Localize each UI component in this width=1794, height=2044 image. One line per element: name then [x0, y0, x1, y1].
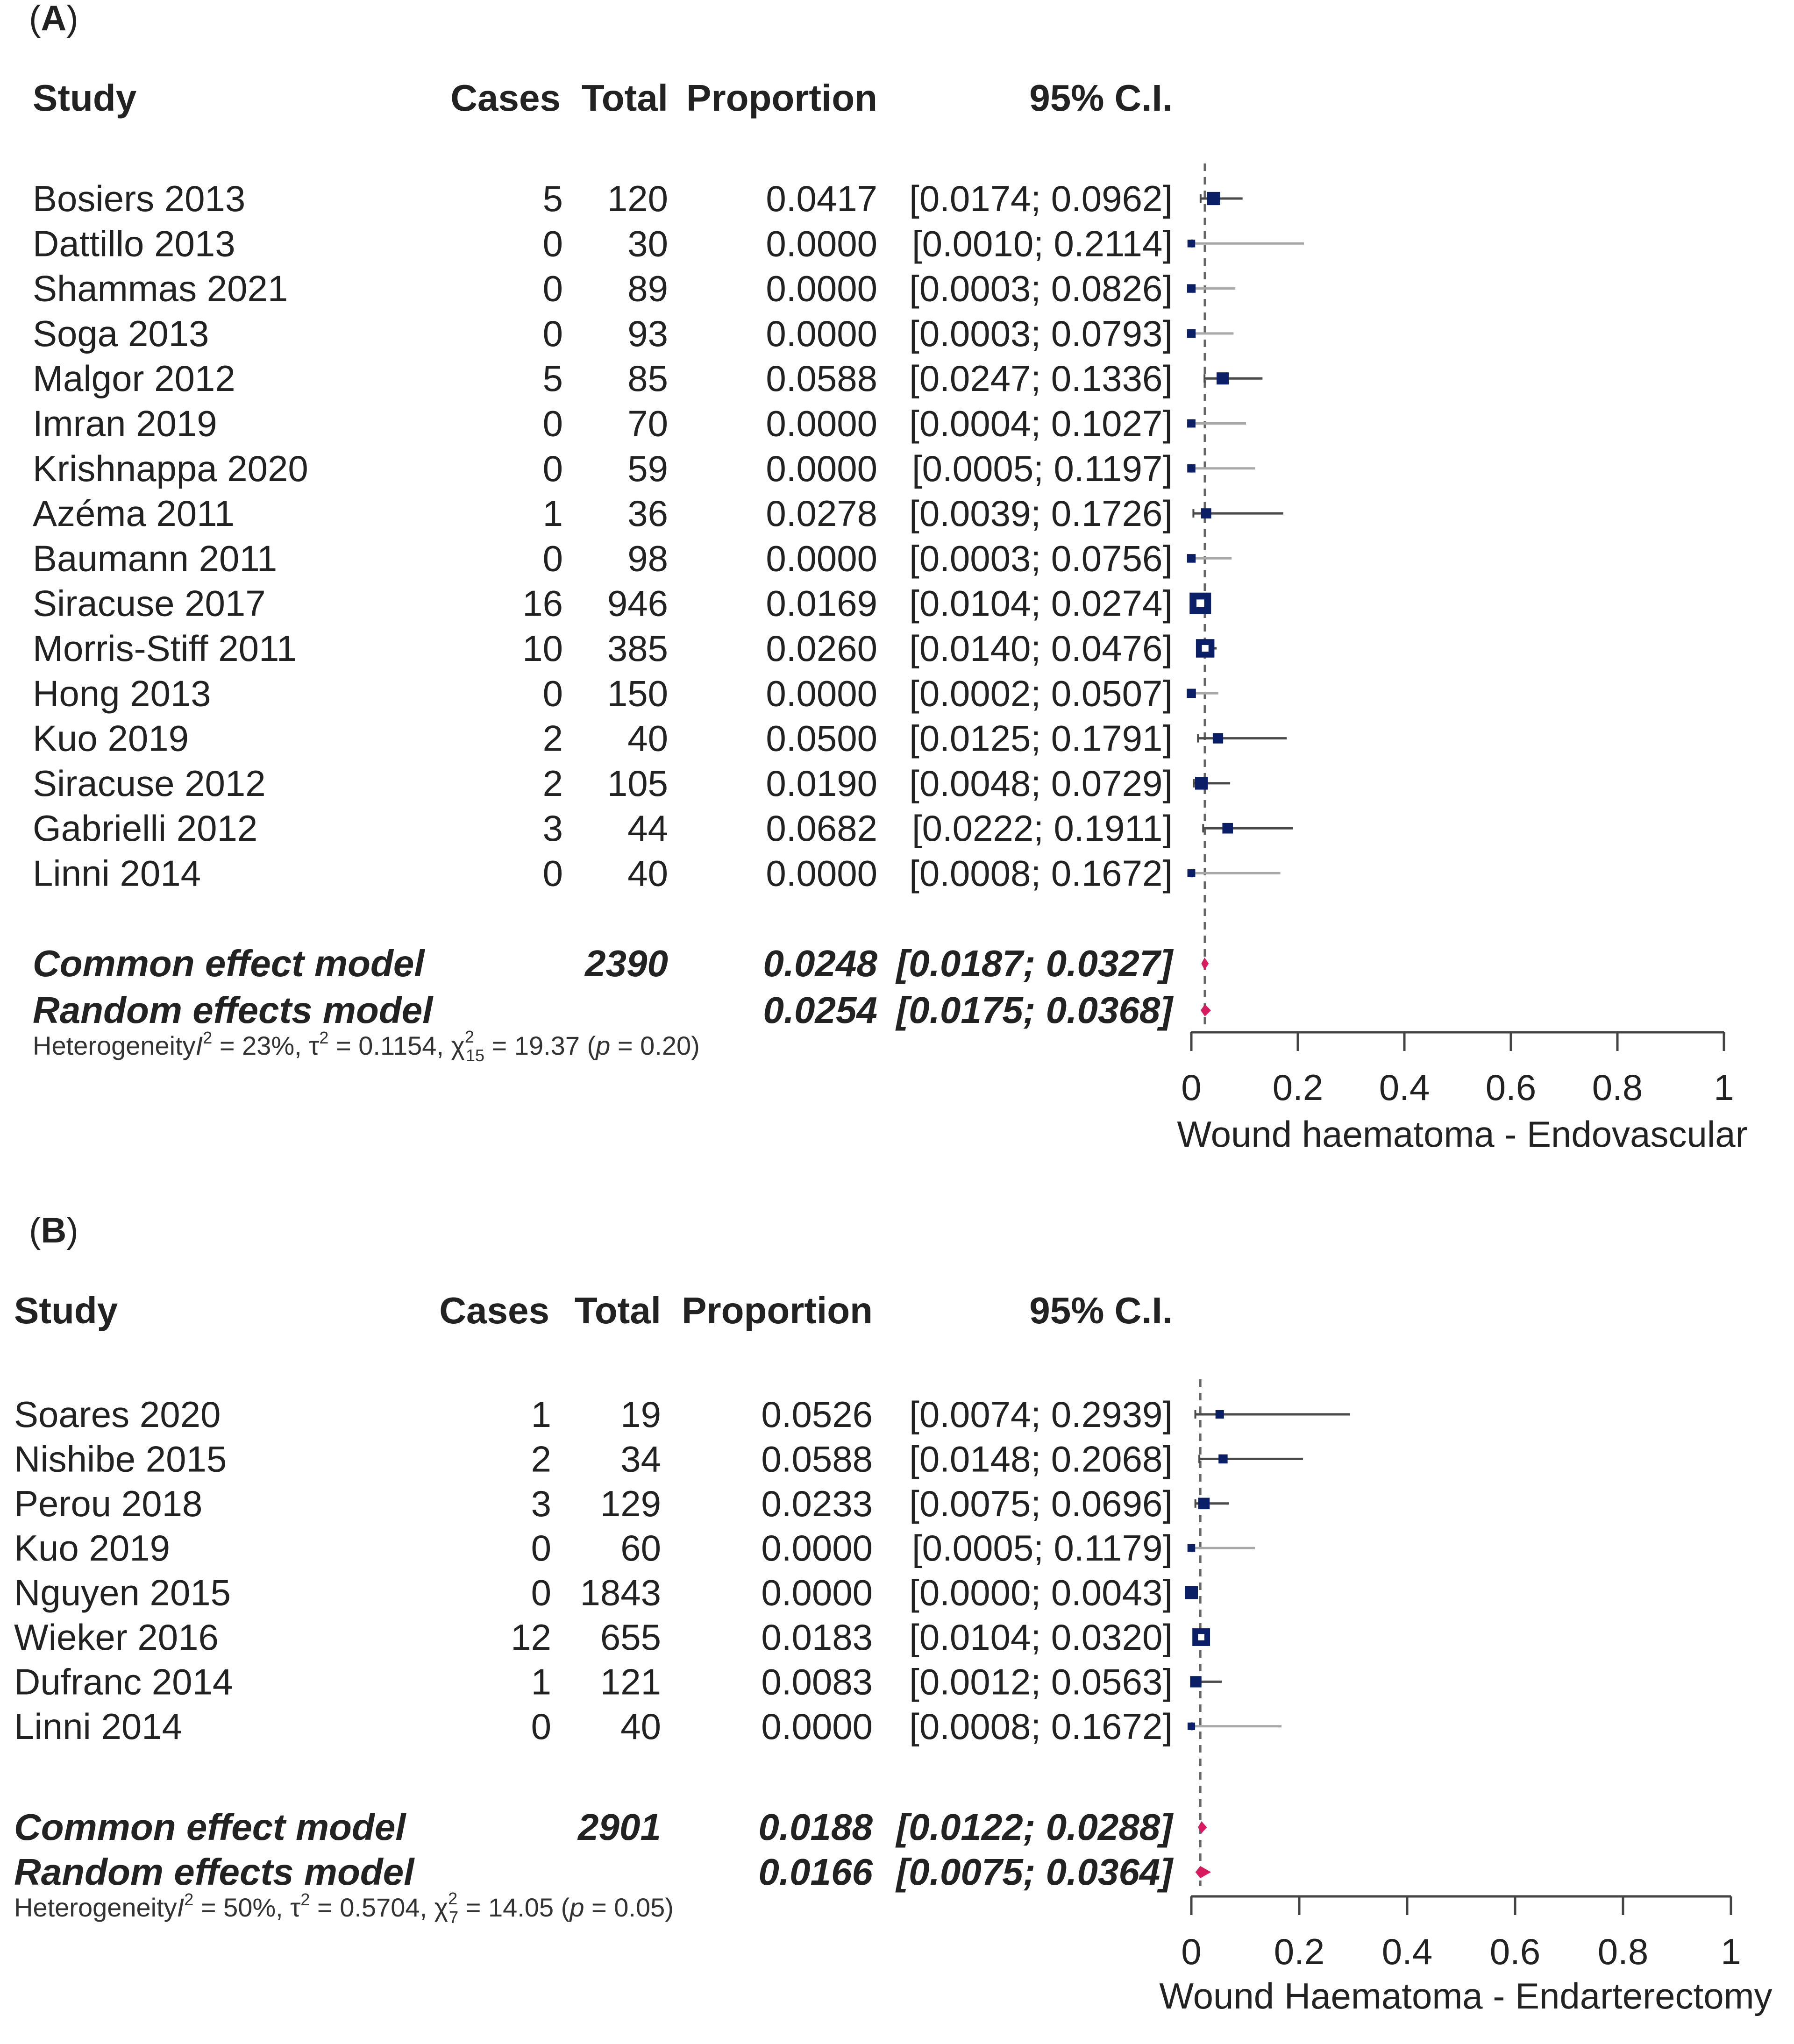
x-axis-label: Wound Haematoma - Endarterectomy: [1159, 1975, 1773, 2016]
study-ci: [0.0000; 0.0043]: [909, 1572, 1173, 1613]
study-ci: [0.0140; 0.0476]: [909, 628, 1173, 669]
study-cases: 10: [522, 628, 563, 669]
point-estimate-square: [1222, 823, 1233, 834]
study-cases: 0: [542, 268, 563, 309]
study-proportion: 0.0682: [766, 808, 877, 849]
study-total: 70: [627, 403, 668, 444]
study-row: [33, 493, 1283, 534]
study-total: 40: [620, 1705, 661, 1747]
study-cases: 5: [542, 178, 563, 219]
study-proportion: 0.0169: [766, 582, 877, 624]
study-proportion: 0.0000: [766, 268, 877, 309]
point-estimate-square: [1188, 869, 1196, 877]
study-ci: [0.0074; 0.2939]: [909, 1394, 1173, 1435]
study-ci: [0.0174; 0.0962]: [909, 178, 1173, 219]
header-study: Study: [33, 77, 137, 119]
study-ci: [0.0004; 0.1027]: [909, 403, 1173, 444]
study-row: [14, 1483, 1229, 1524]
study-proportion: 0.0000: [766, 403, 877, 444]
study-total: 36: [627, 493, 668, 534]
study-cases: 0: [542, 403, 563, 444]
header-total: Total: [574, 1290, 661, 1331]
study-proportion: 0.0000: [766, 447, 877, 489]
summary-label: Random effects model: [33, 989, 433, 1031]
study-cases: 0: [542, 447, 563, 489]
x-axis: [1159, 1896, 1772, 2016]
summary-diamond: [1201, 1004, 1211, 1016]
heterogeneity-text: HeterogeneityI$^2$ = 50%, $\tau^2 = 0.5704$, $\chi^2$ 7 = 14.05 (p = 0.05): [14, 1889, 674, 1927]
summary-label: Common effect model: [14, 1806, 406, 1848]
study-cases: 0: [542, 538, 563, 579]
study-cases: 1: [531, 1661, 551, 1703]
study-row: [33, 448, 1255, 489]
x-axis-tick-label: 0.2: [1272, 1067, 1324, 1108]
summary-ci: [0.0175; 0.0368]: [896, 989, 1173, 1031]
summary-proportion: 0.0188: [758, 1806, 873, 1848]
study-cases: 0: [542, 673, 563, 714]
summary-ci: [0.0122; 0.0288]: [896, 1806, 1173, 1848]
point-estimate-square: [1216, 1410, 1224, 1419]
study-proportion: 0.0000: [761, 1705, 873, 1747]
study-name: Siracuse 2017: [33, 582, 266, 624]
x-axis: [1177, 1032, 1747, 1155]
study-cases: 3: [542, 808, 563, 849]
point-estimate-square: [1201, 508, 1211, 518]
x-axis-tick-label: 0.8: [1592, 1067, 1643, 1108]
study-name: Dufranc 2014: [14, 1661, 233, 1703]
point-estimate-square-core: [1198, 1634, 1204, 1640]
study-ci: [0.0003; 0.0756]: [909, 538, 1173, 579]
study-cases: 5: [542, 358, 563, 399]
study-proportion: 0.0190: [766, 762, 877, 804]
study-ci: [0.0247; 0.1336]: [909, 358, 1173, 399]
point-estimate-square: [1213, 733, 1223, 743]
study-total: 946: [607, 582, 668, 624]
study-cases: 1: [531, 1394, 551, 1435]
summary-common-effect: [14, 1806, 1207, 1848]
point-estimate-square: [1187, 464, 1195, 472]
study-proportion: 0.0183: [761, 1617, 873, 1658]
study-proportion: 0.0588: [761, 1438, 873, 1480]
heterogeneity-text: HeterogeneityI$^2$ = 23%, $\tau^2 = 0.1154$, $\chi^2$ 15 = 19.37 (p = 0.20): [33, 1027, 700, 1065]
study-name: Soares 2020: [14, 1394, 221, 1435]
study-ci: [0.0005; 0.1197]: [911, 447, 1173, 489]
study-total: 44: [627, 808, 668, 849]
x-axis-tick-label: 0: [1181, 1067, 1202, 1108]
forest-panel-a: [29, 0, 1748, 1155]
study-total: 60: [620, 1527, 661, 1569]
study-row: [33, 628, 1217, 669]
study-ci: [0.0104; 0.0320]: [909, 1617, 1173, 1658]
study-cases: 0: [542, 852, 563, 894]
header-ci: 95% C.I.: [1029, 1290, 1173, 1331]
study-ci: [0.0010; 0.2114]: [911, 223, 1173, 264]
study-proportion: 0.0000: [761, 1572, 873, 1613]
study-row: [14, 1661, 1222, 1702]
study-cases: 0: [531, 1705, 551, 1747]
point-estimate-square: [1187, 419, 1196, 428]
point-estimate-square: [1188, 1544, 1196, 1552]
study-ci: [0.0012; 0.0563]: [909, 1661, 1173, 1703]
study-row: [33, 358, 1262, 399]
study-proportion: 0.0083: [761, 1661, 873, 1703]
study-proportion: 0.0000: [766, 852, 877, 894]
study-row: [33, 673, 1218, 714]
study-row: [14, 1706, 1281, 1747]
study-name: Perou 2018: [14, 1483, 203, 1524]
study-row: [33, 763, 1230, 804]
study-row: [33, 538, 1232, 579]
x-axis-tick-label: 0.8: [1597, 1931, 1649, 1972]
study-ci: [0.0002; 0.0507]: [909, 673, 1173, 714]
x-axis-tick-label: 0.4: [1381, 1931, 1433, 1972]
study-row: [33, 853, 1281, 894]
point-estimate-square: [1188, 1723, 1195, 1730]
summary-random-effects: [33, 989, 1211, 1031]
study-cases: 12: [511, 1617, 551, 1658]
panel-label-a: (A): [29, 0, 78, 38]
study-ci: [0.0003; 0.0826]: [909, 268, 1173, 309]
x-axis-tick-label: 1: [1714, 1067, 1734, 1108]
study-total: 93: [627, 312, 668, 354]
study-ci: [0.0008; 0.1672]: [909, 1705, 1173, 1747]
point-estimate-square: [1187, 284, 1196, 292]
study-cases: 0: [542, 223, 563, 264]
x-axis-tick-label: 0.6: [1489, 1931, 1541, 1972]
summary-diamond: [1196, 1866, 1211, 1878]
summary-random-effects: [14, 1851, 1211, 1893]
study-proportion: 0.0000: [766, 312, 877, 354]
study-proportion: 0.0000: [766, 673, 877, 714]
summary-label: Random effects model: [14, 1851, 414, 1893]
study-total: 59: [627, 447, 668, 489]
study-row: [14, 1572, 1198, 1613]
study-ci: [0.0222; 0.1911]: [911, 808, 1173, 849]
study-name: Linni 2014: [33, 852, 201, 894]
study-row: [33, 403, 1246, 444]
study-ci: [0.0125; 0.1791]: [909, 717, 1173, 759]
study-cases: 16: [522, 582, 563, 624]
study-row: [14, 1617, 1210, 1658]
panel-label-b: (B): [29, 1211, 78, 1250]
point-estimate-square: [1187, 554, 1196, 563]
summary-total: 2390: [585, 943, 668, 984]
study-ci: [0.0104; 0.0274]: [909, 582, 1173, 624]
point-estimate-square: [1190, 1676, 1201, 1687]
study-name: Dattillo 2013: [33, 223, 235, 264]
x-axis-tick-label: 0.6: [1485, 1067, 1537, 1108]
summary-proportion: 0.0248: [763, 943, 877, 984]
study-cases: 1: [542, 493, 563, 534]
header-proportion: Proportion: [686, 77, 877, 119]
study-row: [33, 313, 1233, 354]
point-estimate-square: [1218, 1455, 1227, 1463]
study-total: 105: [607, 762, 668, 804]
study-ci: [0.0008; 0.1672]: [909, 852, 1173, 894]
summary-label: Common effect model: [33, 943, 425, 984]
study-row: [33, 583, 1211, 624]
study-total: 30: [627, 223, 668, 264]
point-estimate-square: [1187, 689, 1196, 698]
study-row: [33, 223, 1304, 264]
x-axis-label: Wound haematoma - Endovascular: [1177, 1114, 1748, 1155]
study-name: Kuo 2019: [33, 717, 189, 759]
study-total: 121: [600, 1661, 661, 1703]
point-estimate-square: [1195, 777, 1208, 789]
study-proportion: 0.0278: [766, 493, 877, 534]
summary-ci: [0.0075; 0.0364]: [896, 1851, 1173, 1893]
summary-diamond: [1201, 958, 1209, 970]
header-cases: Cases: [450, 77, 561, 119]
study-proportion: 0.0000: [766, 538, 877, 579]
study-proportion: 0.0417: [766, 178, 877, 219]
point-estimate-square-core: [1196, 599, 1204, 607]
study-row: [14, 1527, 1255, 1568]
study-name: Imran 2019: [33, 403, 217, 444]
study-proportion: 0.0233: [761, 1483, 873, 1524]
study-proportion: 0.0588: [766, 358, 877, 399]
point-estimate-square: [1198, 1498, 1210, 1510]
study-total: 1843: [580, 1572, 661, 1613]
study-proportion: 0.0526: [761, 1394, 873, 1435]
x-axis-tick-label: 0: [1181, 1931, 1202, 1972]
study-total: 129: [600, 1483, 661, 1524]
study-ci: [0.0075; 0.0696]: [909, 1483, 1173, 1524]
study-row: [33, 268, 1235, 309]
study-cases: 2: [542, 717, 563, 759]
study-cases: 0: [531, 1572, 551, 1613]
study-row: [14, 1394, 1350, 1435]
study-ci: [0.0005; 0.1179]: [911, 1527, 1173, 1569]
study-proportion: 0.0500: [766, 717, 877, 759]
study-total: 34: [620, 1438, 661, 1480]
study-total: 150: [607, 673, 668, 714]
point-estimate-square: [1217, 372, 1229, 384]
summary-proportion: 0.0166: [758, 1851, 873, 1893]
study-name: Morris-Stiff 2011: [33, 628, 297, 669]
study-total: 89: [627, 268, 668, 309]
header-ci: 95% C.I.: [1029, 77, 1173, 119]
study-name: Kuo 2019: [14, 1527, 170, 1569]
summary-common-effect: [33, 943, 1209, 984]
study-ci: [0.0003; 0.0793]: [909, 312, 1173, 354]
study-cases: 2: [531, 1438, 551, 1480]
study-name: Azéma 2011: [33, 493, 235, 534]
study-name: Gabrielli 2012: [33, 808, 258, 849]
study-total: 385: [607, 628, 668, 669]
point-estimate-square: [1187, 329, 1196, 338]
study-ci: [0.0039; 0.1726]: [909, 493, 1173, 534]
study-row: [33, 718, 1287, 759]
study-name: Baumann 2011: [33, 538, 278, 579]
study-row: [14, 1438, 1303, 1479]
study-cases: 2: [542, 762, 563, 804]
study-row: [33, 808, 1293, 849]
study-total: 40: [627, 717, 668, 759]
summary-ci: [0.0187; 0.0327]: [896, 943, 1173, 984]
study-ci: [0.0048; 0.0729]: [909, 762, 1173, 804]
study-name: Siracuse 2012: [33, 762, 266, 804]
study-name: Nishibe 2015: [14, 1438, 227, 1480]
header-total: Total: [581, 77, 668, 119]
forest-panel-b: [14, 1211, 1773, 2016]
x-axis-tick-label: 1: [1721, 1931, 1741, 1972]
point-estimate-square-core: [1202, 645, 1209, 652]
study-name: Nguyen 2015: [14, 1572, 231, 1613]
study-ci: [0.0148; 0.2068]: [909, 1438, 1173, 1480]
study-proportion: 0.0000: [761, 1527, 873, 1569]
summary-proportion: 0.0254: [763, 989, 877, 1031]
study-name: Soga 2013: [33, 312, 209, 354]
study-cases: 0: [542, 312, 563, 354]
header-cases: Cases: [439, 1290, 549, 1331]
study-cases: 0: [531, 1527, 551, 1569]
study-total: 120: [607, 178, 668, 219]
summary-total: 2901: [578, 1806, 661, 1848]
study-total: 98: [627, 538, 668, 579]
header-proportion: Proportion: [682, 1290, 873, 1331]
point-estimate-square: [1188, 240, 1195, 247]
study-total: 655: [600, 1617, 661, 1658]
study-name: Malgor 2012: [33, 358, 235, 399]
study-name: Shammas 2021: [33, 268, 288, 309]
x-axis-tick-label: 0.2: [1274, 1931, 1325, 1972]
study-name: Bosiers 2013: [33, 178, 246, 219]
x-axis-tick-label: 0.4: [1379, 1067, 1430, 1108]
study-proportion: 0.0260: [766, 628, 877, 669]
point-estimate-square: [1185, 1586, 1198, 1599]
study-name: Hong 2013: [33, 673, 211, 714]
study-name: Linni 2014: [14, 1705, 182, 1747]
study-proportion: 0.0000: [766, 223, 877, 264]
study-row: [33, 178, 1243, 219]
study-cases: 3: [531, 1483, 551, 1524]
study-total: 19: [620, 1394, 661, 1435]
study-total: 85: [627, 358, 668, 399]
study-name: Wieker 2016: [14, 1617, 219, 1658]
study-name: Krishnappa 2020: [33, 447, 308, 489]
header-study: Study: [14, 1290, 118, 1331]
study-total: 40: [627, 852, 668, 894]
point-estimate-square: [1207, 192, 1220, 205]
